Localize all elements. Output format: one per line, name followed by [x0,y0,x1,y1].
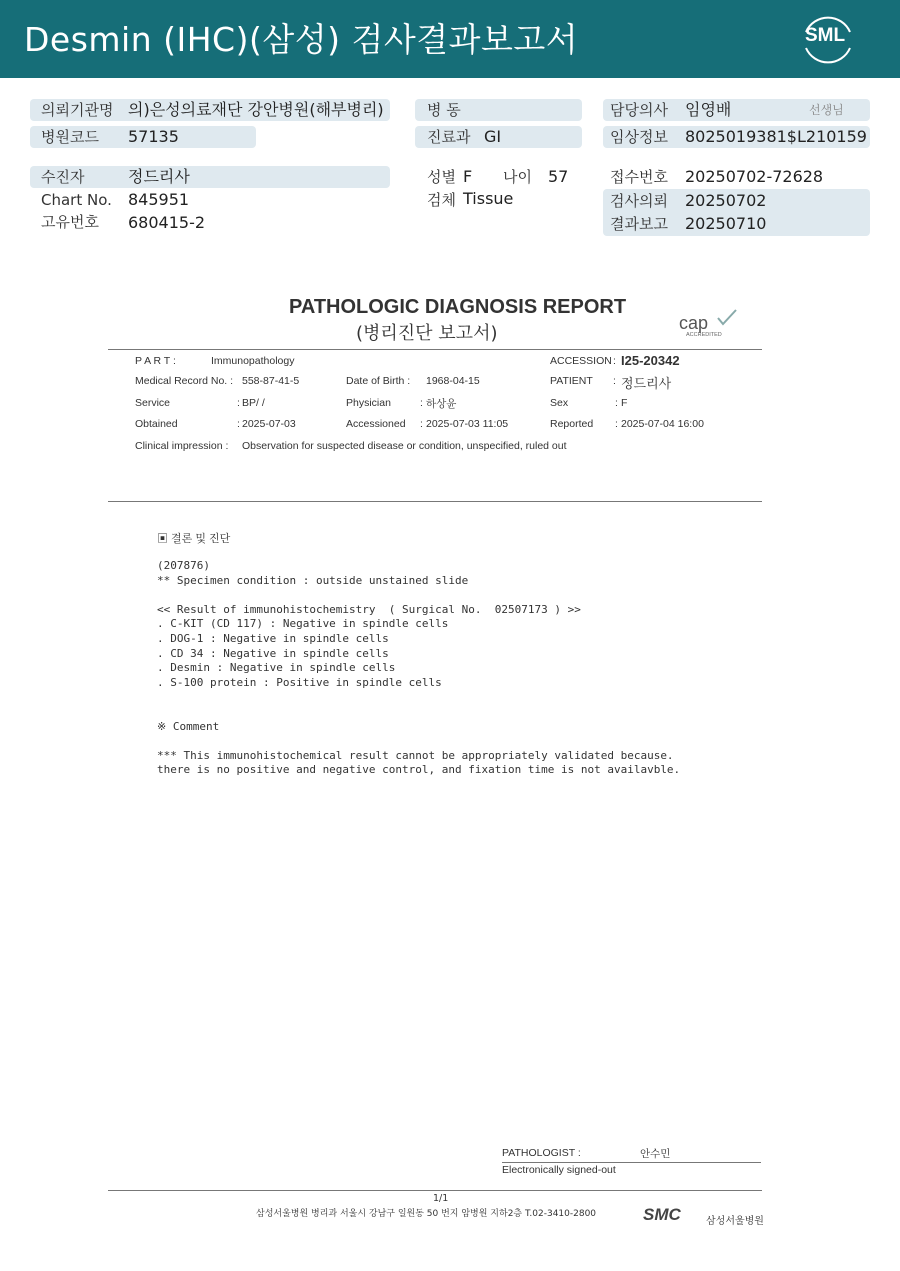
accessioned-value: 2025-07-03 11:05 [426,418,509,430]
report-date-value: 20250710 [685,214,767,233]
mrn-label: Medical Record No. : [135,375,234,387]
diagnosis-line: . C-KIT (CD 117) : Negative in spindle cells [157,617,449,631]
diagnosis-line: (207876) [157,559,210,572]
receipt-value: 20250702-72628 [685,167,824,186]
reported-label: Reported [550,418,594,430]
patient-value: 정드리사 [128,167,190,186]
obtained-value: 2025-07-03 [242,418,296,430]
ward-label: 병 동 [427,101,461,119]
diagnosis-line [157,588,680,603]
diagnosis-line: . Desmin : Negative in spindle cells [157,661,396,675]
chart-label: Chart No. [41,191,112,209]
report-bottom-rule [108,1190,762,1191]
diagnosis-line: . DOG-1 : Negative in spindle cells [157,631,389,645]
diagnosis-line: << Result of immunohistochemistry ( Surgical No. 02507173 ) >> [157,602,581,616]
report-subtitle: (병리진단 보고서) [356,323,498,344]
dob-label: Date of Birth : [346,375,411,387]
age-label: 나이 [503,168,532,186]
accession-value: I25-20342 [621,353,680,368]
hospital-code-value: 57135 [128,127,179,146]
diagnosis-line [157,734,680,749]
diagnosis-line: . CD 34 : Negative in spindle cells [157,646,389,660]
page-number: 1/1 [433,1193,449,1204]
patient-label: 수진자 [41,168,85,186]
pathologist-value: 안수민 [640,1148,671,1160]
diagnosis-line: . S-100 protein : Positive in spindle cells [157,675,442,689]
footer-address: 삼성서울병원 병리과 서울시 강남구 일원동 50 번지 암병원 지하2층 T.02-3410-2800 [256,1209,597,1219]
signature-rule [502,1162,761,1163]
diagnosis-line: ※ Comment [157,719,220,733]
report-patient-label: PATIENT [550,375,593,387]
report-patient-value: 정드리사 [621,376,672,391]
diagnosis-line: there is no positive and negative control, and fixation time is not availavble. [157,763,681,777]
report-sex-value: F [621,397,628,409]
report-date-label: 결과보고 [610,215,668,233]
report-sex-label: Sex [550,397,569,409]
department-label: 진료과 [427,128,471,146]
chart-value: 845951 [128,190,190,209]
request-date-value: 20250702 [685,191,767,210]
department-value: GI [484,127,502,146]
page-title: Desmin (IHC)(삼성) 검사결과보고서 [24,20,579,59]
sex-label: 성별 [427,168,456,186]
report-title: PATHOLOGIC DIAGNOSIS REPORT [289,296,627,318]
cap-logo-text: cap [679,313,709,333]
report-mid-rule [108,501,762,502]
footer-hospital: 삼성서울병원 [706,1216,764,1227]
signed-out-text: Electronically signed-out [502,1164,616,1176]
service-label: Service [135,397,171,409]
obtained-label: Obtained [135,418,178,430]
cap-accredited-logo [678,308,740,338]
request-date-label: 검사의뢰 [610,192,668,210]
accession-label: ACCESSION [550,355,612,367]
accessioned-label: Accessioned [346,418,406,430]
receipt-label: 접수번호 [610,168,668,186]
physician-value: 하상윤 [426,398,457,410]
mrn-value: 558-87-41-5 [242,375,300,387]
dob-value: 1968-04-15 [426,375,480,387]
request-org-label: 의뢰기관명 [41,101,114,119]
part-label: P A R T : [135,355,176,367]
unique-id-value: 680415-2 [128,213,206,232]
request-org-value: 의)은성의료재단 강안병원(해부병리) [128,100,384,119]
service-value: BP/ / [242,397,265,409]
clinical-info-label: 임상정보 [610,128,668,146]
hospital-code-label: 병원코드 [41,128,99,146]
diagnosis-line: *** This immunohistochemical result cannot be appropriately validated because. [157,748,674,762]
diagnosis-line: ** Specimen condition : outside unstained slide [157,573,469,587]
clinical-impression-label: Clinical impression : [135,440,229,452]
smc-logo: SMC [643,1205,681,1224]
diagnosis-body [157,559,680,778]
report-top-rule [108,349,762,350]
specimen-label: 검체 [427,191,456,209]
doctor-suffix: 선생님 [809,103,844,117]
diagnosis-line [157,705,680,720]
diagnosis-line [157,690,680,705]
reported-value: 2025-07-04 16:00 [621,418,704,430]
doctor-value: 임영배 [685,100,732,119]
specimen-value: Tissue [463,189,514,208]
part-value: Immunopathology [211,355,295,367]
pathologist-label: PATHOLOGIST : [502,1147,581,1159]
clinical-impression-value: Observation for suspected disease or condition, unspecified, ruled out [242,440,567,452]
clinical-info-value: 8025019381$L210159 [685,127,867,146]
sml-logo-text: SML [804,25,846,46]
age-value: 57 [548,167,569,186]
sex-value: F [463,167,473,186]
cap-logo-subtext: ACCREDITED [686,332,722,338]
section-title: ▣ 결론 및 진단 [157,533,231,545]
doctor-label: 담당의사 [610,101,668,119]
physician-label: Physician [346,397,391,409]
unique-id-label: 고유번호 [41,213,99,231]
